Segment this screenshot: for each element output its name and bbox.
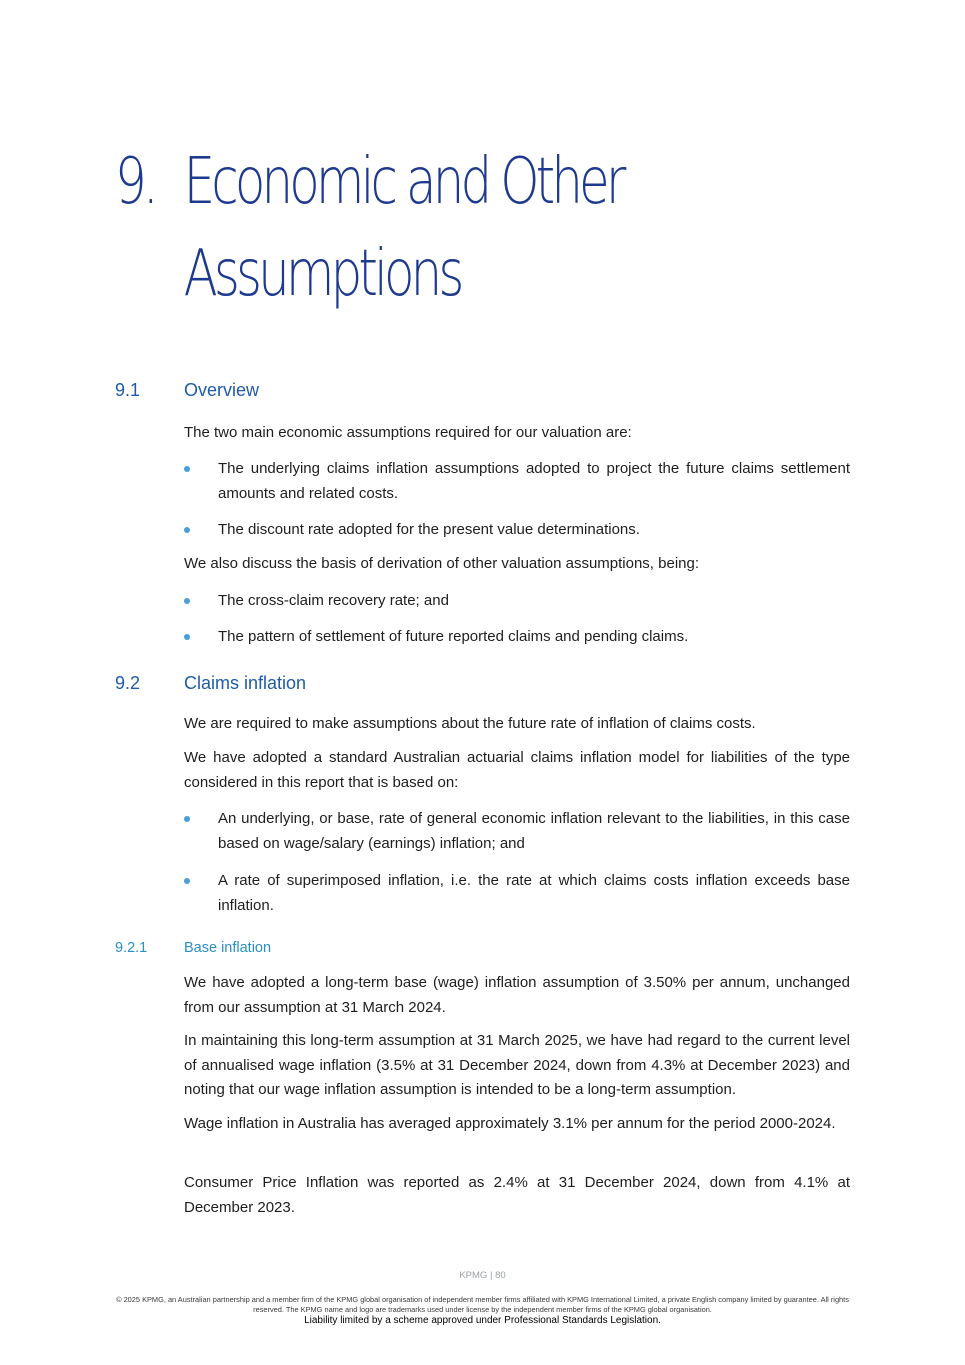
list-item: A rate of superimposed inflation, i.e. the rate at which claims costs inflation exceeds base inflation. <box>184 869 850 918</box>
section-9-1-title: Overview <box>184 380 260 400</box>
list-item: The pattern of settlement of future reported claims and pending claims. <box>184 625 850 650</box>
section-9-2-1-title: Base inflation <box>184 940 272 956</box>
list-item: An underlying, or base, rate of general economic inflation relevant to the liabilities, in this case based on wage/salary (earnings) inflation; and <box>184 807 850 856</box>
section-9-1-number: 9.1 <box>115 380 141 400</box>
bullet-icon <box>184 598 190 604</box>
overview-mid: We also discuss the basis of derivation of other valuation assumptions, being: <box>184 555 700 572</box>
chapter-number: 9. <box>115 145 155 219</box>
bullet-icon <box>184 878 190 884</box>
section-9-2-1-number: 9.2.1 <box>115 940 148 956</box>
base-inflation-p1: We have adopted a long-term base (wage) inflation assumption of 3.50% per annum, unchanged from our assumption at 31 March 2024. <box>184 974 850 1016</box>
chapter-title <box>184 136 623 320</box>
list-item: The cross-claim recovery rate; and <box>184 589 850 614</box>
claims-inflation-p1: We are required to make assumptions about the future rate of inflation of claims costs. <box>184 715 756 732</box>
bullet-icon <box>184 816 190 822</box>
list-item: The underlying claims inflation assumptions adopted to project the future claims settlement amounts and related costs. <box>184 457 850 506</box>
claims-inflation-p2: We have adopted a standard Australian actuarial claims inflation model for liabilities of the type considered in this report that is based on: <box>184 749 850 791</box>
chapter-title-line1: Economic and Other <box>183 145 623 219</box>
base-inflation-p2: In maintaining this long-term assumption at 31 March 2025, we have had regard to the current level of annualised wage inflation (3.5% at 31 December 2024, down from 4.3% at December 2023) and noting that our wage inflation assumption is intended to be a long-term assumption. <box>184 1032 850 1098</box>
bullet-icon <box>184 466 190 472</box>
bullet-icon <box>184 634 190 640</box>
base-inflation-p3: Wage inflation in Australia has averaged approximately 3.1% per annum for the period 2000-2024. <box>184 1115 836 1132</box>
page-number: KPMG | 80 <box>459 1270 506 1281</box>
copyright-notice: © 2025 KPMG, an Australian partnership and a member firm of the KPMG global organisation of independent member firms affiliated with KPMG International Limited, a private English company limited by guarantee. All rights reserved. The KPMG name and logo are trademarks used under license by the independent member firms of the KPMG global organisation. <box>116 1295 849 1314</box>
chapter-title-line2: Assumptions <box>183 237 461 311</box>
bullet-icon <box>184 527 190 533</box>
liability-notice: Liability limited by a scheme approved under Professional Standards Legislation. <box>304 1315 661 1326</box>
list-item: The discount rate adopted for the present value determinations. <box>184 518 850 543</box>
base-inflation-p4: Consumer Price Inflation was reported as 2.4% at 31 December 2024, down from 4.1% at December 2023. <box>184 1174 850 1216</box>
section-9-2-title: Claims inflation <box>184 673 307 693</box>
section-9-2-number: 9.2 <box>115 673 141 693</box>
overview-intro: The two main economic assumptions required for our valuation are: <box>184 424 632 441</box>
